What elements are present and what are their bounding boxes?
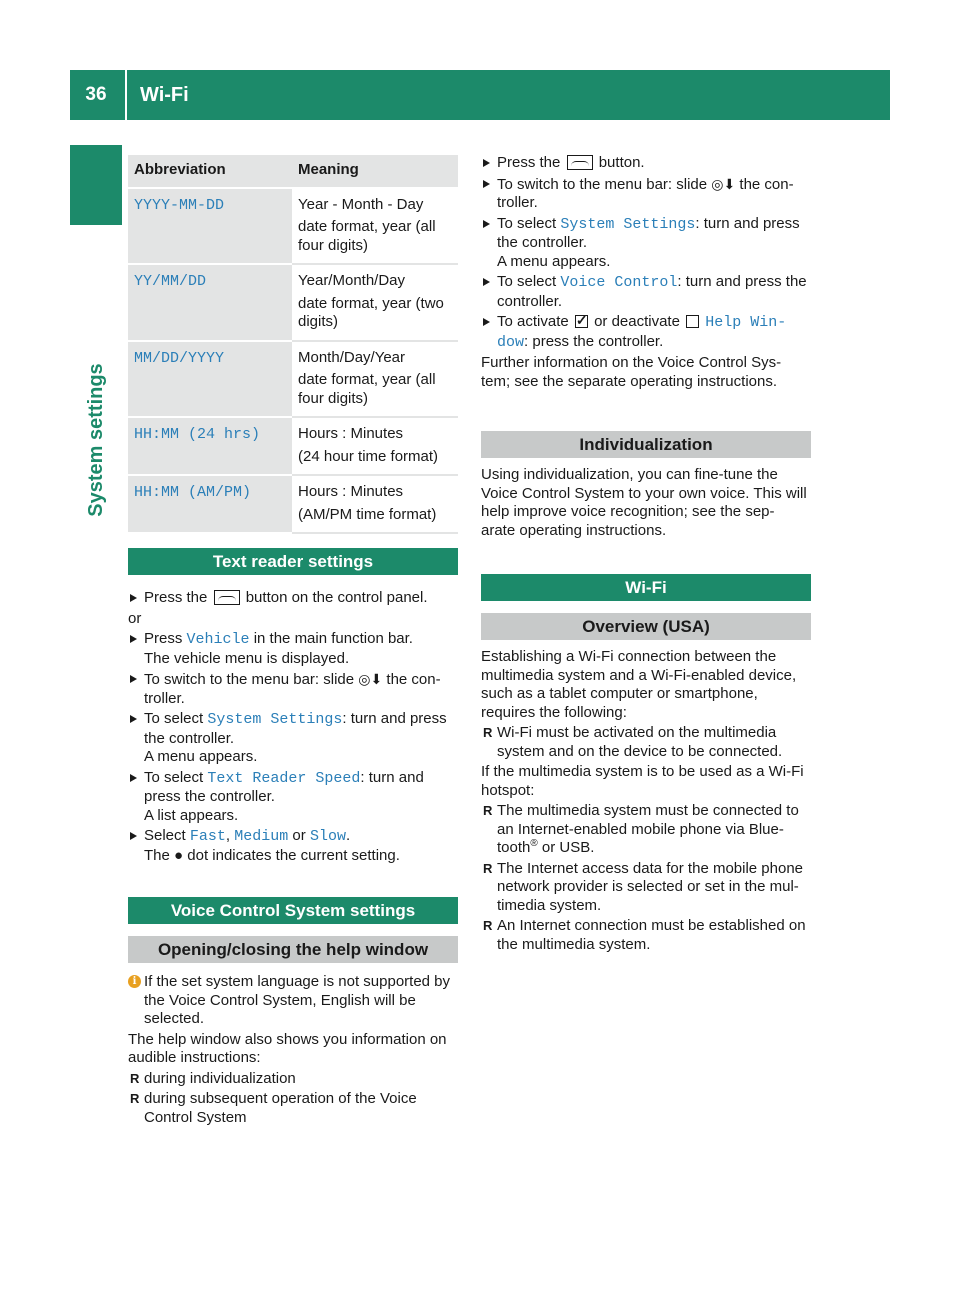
checkbox-checked-icon <box>575 315 588 328</box>
step-text: button on the control panel. <box>245 589 428 606</box>
menu-keyword: Help Win- dow <box>497 314 787 351</box>
table-header-row <box>128 155 458 188</box>
chapter-title: System settings <box>85 363 107 517</box>
step-item <box>128 589 458 608</box>
menu-keyword: Voice Control <box>560 274 678 291</box>
step-text: : turn and press the controller. <box>497 273 807 310</box>
table-row <box>128 264 458 341</box>
menu-keyword: Vehicle <box>186 631 250 648</box>
abbr-text: YYYY-MM-DD <box>134 196 225 214</box>
list-item: R The Internet access data for the mobile phone network provider is selected or set in the mul- timedia system. <box>481 860 811 916</box>
step-item <box>481 175 811 213</box>
registered-mark: ® <box>530 838 538 849</box>
step-item <box>128 630 458 668</box>
table-row <box>128 341 458 418</box>
step-item <box>481 273 811 311</box>
step-text: : turn and press the controller. <box>497 214 800 251</box>
dot-icon: ● <box>174 846 184 864</box>
step-item <box>128 710 458 767</box>
table-cell-meaning <box>292 417 458 475</box>
step-item <box>481 215 811 272</box>
step-text: To select <box>497 214 557 232</box>
abbr-text: YY/MM/DD <box>134 273 207 290</box>
controller-slide-icon: ◎⬇ <box>358 671 383 687</box>
table-cell-meaning <box>292 341 458 418</box>
meaning-text: Hours : Minutes <box>298 425 404 442</box>
abbr-text: HH:MM (AM/PM) <box>134 484 252 501</box>
step-result: A list appears. <box>144 806 239 824</box>
abbr-text: MM/DD/YYYY <box>134 349 225 367</box>
header-divider <box>125 70 127 120</box>
table-cell-abbr <box>128 188 292 265</box>
step-text: Select <box>144 827 186 844</box>
table-cell-meaning <box>292 475 458 533</box>
step-text: . <box>345 827 351 844</box>
paragraph: Using individualization, you can fine-tune the Voice Control System to your own voice. This will help improve voice recognition; see the sep- arate operating instructions. <box>481 466 807 539</box>
section-heading-voice-control: Voice Control System settings <box>128 897 458 924</box>
step-text: the con- troller. <box>144 671 441 707</box>
info-icon: i <box>128 975 141 988</box>
section-heading-wifi: Wi-Fi <box>481 574 811 601</box>
menu-keyword: Medium <box>234 828 289 845</box>
vehicle-button-icon <box>214 590 240 605</box>
table-cell-meaning <box>292 264 458 341</box>
meaning-detail: date format, year (all four digits) <box>298 371 436 407</box>
menu-keyword: Fast <box>189 828 226 845</box>
step-text: : turn and press the controller. <box>144 768 424 805</box>
step-text: button. <box>598 154 645 171</box>
info-note <box>128 973 458 1029</box>
step-item <box>128 670 458 708</box>
page-number: 36 <box>85 84 107 105</box>
left-column <box>128 548 458 1129</box>
abbr-text: HH:MM (24 hrs) <box>134 426 261 443</box>
step-text: in the main function bar. <box>253 630 413 647</box>
list-item <box>481 802 811 858</box>
or-text: or <box>128 609 142 627</box>
controller-slide-icon: ◎⬇ <box>711 175 736 192</box>
step-text: Press the <box>144 589 208 606</box>
table-cell-meaning <box>292 188 458 265</box>
meaning-text: Hours : Minutes <box>298 483 404 500</box>
step-result: The <box>144 846 170 864</box>
vehicle-button-icon <box>567 155 593 170</box>
step-text: To select <box>144 768 204 786</box>
meaning-text: Month/Day/Year <box>298 348 406 366</box>
step-text: To select <box>144 710 204 727</box>
table-header-abbreviation: Abbreviation <box>128 155 292 188</box>
step-text: or <box>292 827 306 844</box>
side-tab-block <box>70 145 122 225</box>
step-result: A menu appears. <box>497 252 611 270</box>
step-text: or deactivate <box>594 313 680 330</box>
step-text: Press the <box>497 154 561 171</box>
sub-heading-help-window: Opening/closing the help window <box>128 936 458 963</box>
list-text: or USB. <box>541 839 595 856</box>
step-text: , <box>225 827 231 844</box>
step-item <box>128 769 458 826</box>
step-result: The vehicle menu is displayed. <box>144 649 350 667</box>
list-text: The multimedia system must be connected to an Internet-enabled mobile phone via Blue- tooth <box>497 802 799 856</box>
step-text: To switch to the menu bar: slide <box>144 671 355 688</box>
step-item <box>481 313 811 352</box>
step-item <box>128 827 458 865</box>
abbreviation-table <box>128 155 458 534</box>
checkbox-empty-icon <box>686 315 699 328</box>
step-text: Press <box>144 630 183 647</box>
paragraph: Establishing a Wi-Fi connection between the multimedia system and a Wi-Fi-enabled device, such as a tablet computer or smartphone, requires the following: <box>481 648 797 721</box>
page-title: Wi-Fi <box>140 84 189 106</box>
meaning-text: Year/Month/Day <box>298 272 406 289</box>
meaning-detail: (AM/PM time format) <box>298 505 437 523</box>
paragraph: Further information on the Voice Control Sys- tem; see the separate operating instructions. <box>481 354 782 390</box>
table-row <box>128 188 458 265</box>
list-item: R Wi-Fi must be activated on the multimedia system and on the device to be connected. <box>481 724 811 761</box>
table-row <box>128 417 458 475</box>
header-bar <box>70 70 890 120</box>
info-text: If the set system language is not supported by the Voice Control System, English will be selected. <box>144 973 451 1027</box>
paragraph: If the multimedia system is to be used as a Wi-Fi hotspot: <box>481 763 804 799</box>
section-heading-text-reader: Text reader settings <box>128 548 458 575</box>
meaning-detail: date format, year (two digits) <box>298 294 444 330</box>
table-cell-abbr <box>128 264 292 341</box>
table-row <box>128 475 458 533</box>
menu-keyword: Slow <box>309 828 346 845</box>
menu-keyword: System Settings <box>560 215 696 233</box>
menu-keyword: Text Reader Speed <box>207 769 361 787</box>
step-text: : press the controller. <box>524 332 664 350</box>
list-item: R An Internet connection must be established on the multimedia system. <box>481 917 811 954</box>
step-result: dot indicates the current setting. <box>187 846 400 864</box>
table-cell-abbr <box>128 341 292 418</box>
sub-heading-individualization: Individualization <box>481 431 811 458</box>
step-text: the con- troller. <box>497 175 794 211</box>
table-cell-abbr <box>128 475 292 533</box>
step-result: A menu appears. <box>144 748 258 765</box>
list-item: R during individualization <box>128 1070 458 1089</box>
table-cell-abbr <box>128 417 292 475</box>
list-item: R during subsequent operation of the Voice Control System <box>128 1090 458 1127</box>
step-text: To switch to the menu bar: slide <box>497 175 708 193</box>
table-header-meaning: Meaning <box>292 155 458 188</box>
right-column <box>481 152 811 956</box>
meaning-detail: date format, year (all four digits) <box>298 218 436 254</box>
meaning-text: Year - Month - Day <box>298 195 424 213</box>
step-text: : turn and press the controller. <box>144 710 447 747</box>
step-text: To select <box>497 273 557 290</box>
paragraph: The help window also shows you information on audible instructions: <box>128 1030 447 1066</box>
meaning-detail: (24 hour time format) <box>298 447 439 465</box>
menu-keyword: System Settings <box>207 711 343 728</box>
step-item <box>481 154 811 173</box>
sub-heading-overview: Overview (USA) <box>481 613 811 640</box>
step-text: To activate <box>497 313 569 330</box>
